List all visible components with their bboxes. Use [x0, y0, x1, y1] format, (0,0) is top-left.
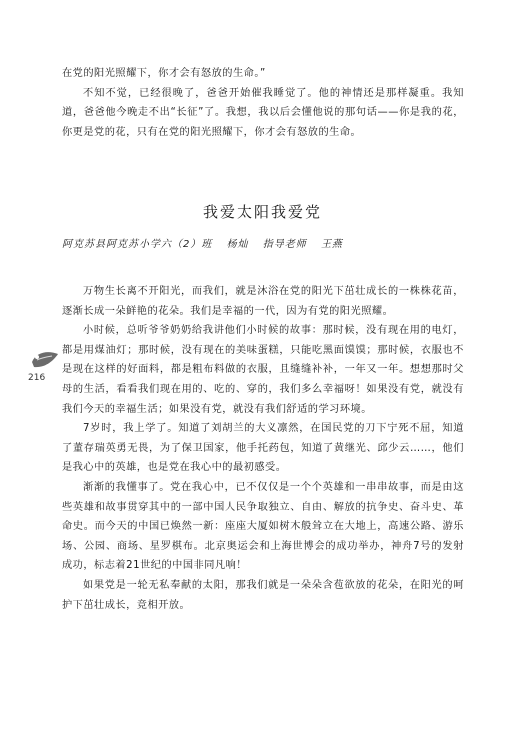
byline-school: 阿克苏县阿克苏小学六（2）班 — [62, 239, 213, 250]
leaf-decoration-icon — [28, 348, 64, 372]
byline-author: 杨灿 — [226, 239, 249, 250]
byline-teacher: 王燕 — [320, 239, 343, 250]
page-number: 216 — [28, 373, 46, 383]
essay-paragraph-2: 小时候，总听爷爷奶奶给我讲他们小时候的故事：那时候，没有现在用的电灯，都是用煤油灯；那时候，没有现在的美味蛋糕，只能吃黑面馍馍；那时候，衣服也不是现在这样的好面料，都是粗布料做的衣服，且缝缝补补，一年又一年。想想那时父母的生活，看看我们现在用的、吃的、穿的，我们多么幸福呀！如果没有党，就没有我们今天的幸福生活；如果没有党，就没有我们舒适的学习环境。 — [62, 325, 464, 415]
essay-body — [62, 282, 464, 615]
essay-byline — [62, 235, 464, 250]
page-number-tab — [28, 348, 64, 388]
essay-paragraph-1: 万物生长离不开阳光，而我们，就是沐浴在党的阳光下茁壮成长的一株株花苗，逐渐长成一朵鲜艳的花朵。我们是幸福的一代，因为有党的阳光照耀。 — [62, 286, 464, 317]
byline-teacher-label: 指导老师 — [262, 239, 307, 250]
essay-paragraph-5: 如果党是一轮无私奉献的太阳，那我们就是一朵朵含苞欲放的花朵，在阳光的呵护下茁壮成长，竞相开放。 — [62, 579, 464, 611]
essay-title: 我爱太阳我爱党 — [202, 203, 322, 221]
essay-paragraph-3: 7岁时，我上学了。知道了刘胡兰的大义凛然，在国民党的刀下宁死不屈，知道了董存瑞英勇无畏，为了保卫国家，他手托药包，知道了黄继光、邱少云……，他们是我心中的英雄，也是党在我心中的最初感受。 — [62, 423, 464, 474]
closing-line: 在党的阳光照耀下，你才会有怒放的生命。” — [62, 68, 266, 79]
essay-paragraph-4: 渐渐的我懂事了。党在我心中，已不仅仅是一个个英雄和一串串故事，而是由这些英雄和故事贯穿其中的一部中国人民争取独立、自由、解放的抗争史、奋斗史、革命史。而今天的中国已焕然一新：座座大厦如树木般耸立在大地上，高速公路、游乐场、公园、商场、星罗棋布。北京奥运会和上海世博会的成功举办，神舟7号的发射成功，标志着21世纪的中国非同凡响！ — [62, 481, 464, 572]
closing-paragraph: 不知不觉，已经很晚了，爸爸开始催我睡觉了。他的神情还是那样凝重。我知道，爸爸他今晚走不出“长征”了。我想，我以后会懂他说的那句话——你是我的花，你更是党的花，只有在党的阳光照耀下，你才会有怒放的生命。 — [62, 87, 464, 138]
previous-essay-ending — [62, 64, 464, 142]
